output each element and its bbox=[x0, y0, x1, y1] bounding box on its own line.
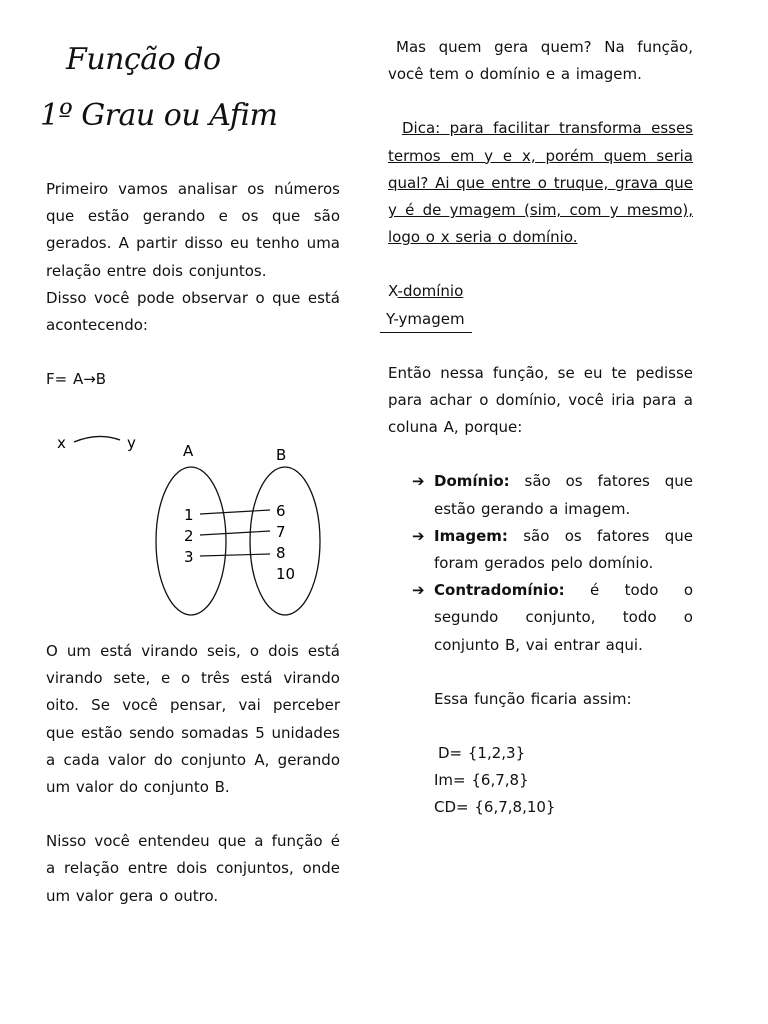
bullet-term: Domínio: bbox=[434, 472, 510, 491]
set-b-element: 7 bbox=[276, 523, 286, 541]
question-paragraph: Mas quem gera quem? Na função, você tem o domínio e a imagem. bbox=[388, 38, 693, 84]
bullet-text: são os fatores que estão gerando a imagem. bbox=[434, 472, 693, 518]
set-b-element: 8 bbox=[276, 544, 286, 562]
set-a-element: 2 bbox=[184, 527, 194, 545]
right-column bbox=[388, 34, 693, 822]
set-a-element: 1 bbox=[184, 506, 194, 524]
set-b-element: 6 bbox=[276, 502, 286, 520]
conclusion-paragraph: Nisso você entendeu que a função é a relação entre dois conjuntos, onde um valor gera o outro. bbox=[46, 832, 340, 905]
bullet-term: Contradomínio: bbox=[434, 581, 565, 600]
list-item bbox=[388, 468, 693, 522]
bullet-text: é todo o segundo conjunto, todo o conjunto B, vai entrar aqui. bbox=[434, 581, 693, 654]
arrow-right-icon: ➔ bbox=[412, 526, 425, 545]
codomain-set: CD= {6,7,8,10} bbox=[434, 798, 556, 817]
domain-set: D= {1,2,3} bbox=[438, 744, 526, 763]
arrow-diagram bbox=[40, 426, 360, 626]
tip-paragraph: Dica: para facilitar transforma esses termos em y e x, porém quem seria qual? Ai que entre o truque, grava que y é de ymagem (sim, com y mesmo), logo o x seria o domínio. bbox=[388, 119, 693, 247]
set-b-element: 10 bbox=[276, 565, 296, 583]
left-column-lower bbox=[46, 638, 340, 910]
bullet-text: são os fatores que foram gerados pelo domínio. bbox=[434, 526, 693, 573]
set-a-label: A bbox=[183, 442, 194, 460]
x-domain-text: -domínio bbox=[397, 282, 464, 301]
bullet-term: Imagem: bbox=[434, 526, 508, 545]
intro-paragraph: Primeiro vamos analisar os números que estão gerando e os que são gerados. A partir disso eu tenho uma relação entre dois conjuntos. bbox=[46, 180, 340, 280]
set-b-label: B bbox=[276, 446, 287, 464]
list-item bbox=[388, 577, 693, 659]
y-label: y bbox=[127, 434, 136, 452]
x-label: x bbox=[57, 434, 66, 452]
mapping-arrow-1-6 bbox=[200, 510, 270, 514]
x-to-y-curve bbox=[74, 436, 120, 442]
explanation-paragraph: O um está virando seis, o dois está virando sete, e o três está virando oito. Se você pensar, vai perceber que estão sendo somadas 5 unidades a cada valor do conjunto A, gerando um valor do conjunto B. bbox=[46, 642, 340, 797]
arrow-right-icon: ➔ bbox=[412, 472, 425, 491]
then-paragraph: Então nessa função, se eu te pedisse para achar o domínio, você iria para a coluna A, porque: bbox=[388, 363, 693, 437]
title-line-2: 1º Grau ou Afim bbox=[40, 98, 278, 133]
image-set: Im= {6,7,8} bbox=[434, 771, 529, 790]
title-line-1: Função do bbox=[66, 42, 221, 77]
y-image-line: Y-ymagem bbox=[386, 309, 465, 328]
mapping-arrow-2-7 bbox=[200, 531, 270, 535]
x-domain-line bbox=[388, 278, 693, 305]
left-column bbox=[46, 176, 340, 393]
summary-intro: Essa função ficaria assim: bbox=[434, 689, 632, 708]
x-prefix: X bbox=[388, 282, 398, 301]
arrow-right-icon: ➔ bbox=[412, 581, 425, 600]
underline-rule bbox=[380, 332, 472, 333]
mapping-arrow-3-8 bbox=[200, 554, 270, 556]
observe-paragraph: Disso você pode observar o que está acontecendo: bbox=[46, 288, 340, 335]
definitions-list bbox=[388, 468, 693, 658]
function-formula: F= A→B bbox=[46, 370, 107, 389]
set-b-ellipse bbox=[250, 467, 320, 615]
list-item bbox=[388, 523, 693, 577]
set-a-element: 3 bbox=[184, 548, 194, 566]
